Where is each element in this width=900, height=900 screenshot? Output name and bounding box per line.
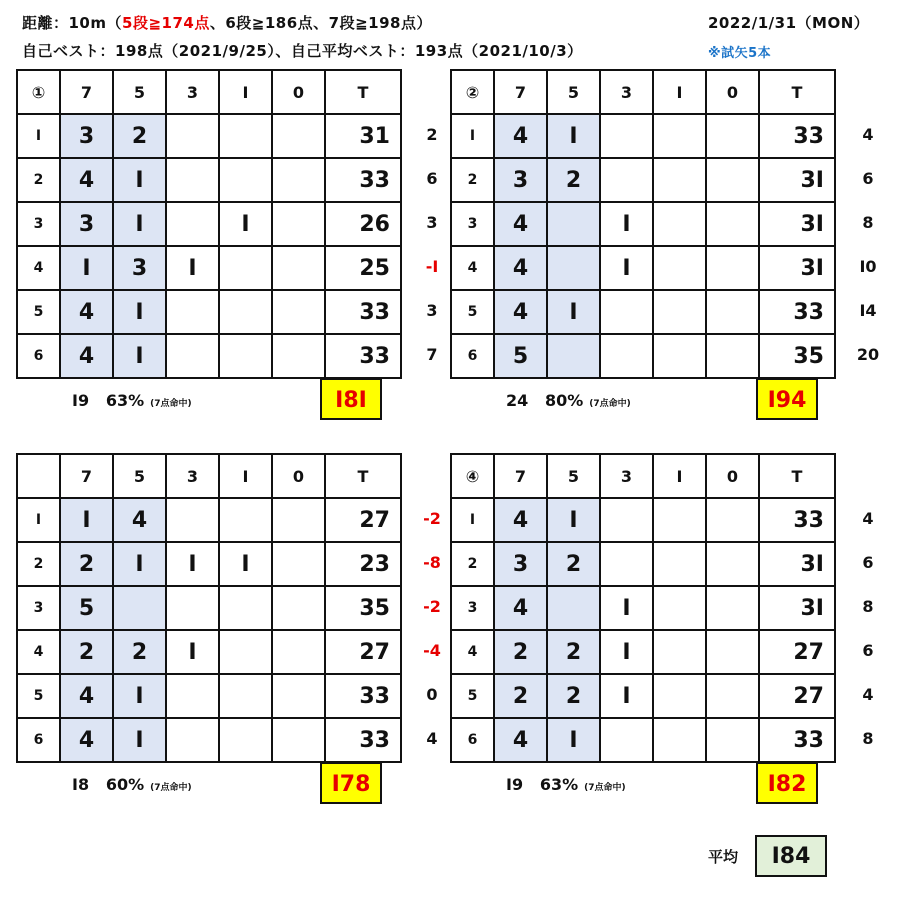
end-total: 27 (325, 498, 401, 542)
hit-count-c3 (166, 290, 219, 334)
hit-count-c7: 4 (60, 674, 113, 718)
hit-count-c3 (166, 718, 219, 762)
cumulative-diff: 6 (862, 169, 874, 188)
hit-count-c7: 3 (494, 158, 547, 202)
score-table-set-4 (450, 453, 836, 763)
hit-count-c7: 2 (60, 542, 113, 586)
set-stats (72, 775, 192, 794)
hit-count-c5: I (547, 114, 600, 158)
table-row (451, 674, 835, 718)
hit-count-c7: 2 (494, 630, 547, 674)
hit-count-c5: 2 (113, 630, 166, 674)
end-number: 3 (17, 586, 60, 630)
hit-count-c3: I (166, 246, 219, 290)
end-total: 3I (759, 202, 835, 246)
column-header-3: 3 (600, 70, 653, 114)
hit-count-c1 (653, 498, 706, 542)
hit-count-c5: I (113, 202, 166, 246)
column-header-7: 7 (494, 454, 547, 498)
end-total: 3I (759, 542, 835, 586)
column-header-total: T (759, 454, 835, 498)
end-total: 35 (325, 586, 401, 630)
hit-count-c5: I (113, 290, 166, 334)
end-total: 25 (325, 246, 401, 290)
end-number: 3 (17, 202, 60, 246)
hit-count-c3: I (600, 202, 653, 246)
hit-count-c7: 4 (60, 290, 113, 334)
hit-count-c5: 2 (547, 542, 600, 586)
hit-count-c1 (219, 586, 272, 630)
hit-count-c1 (219, 158, 272, 202)
set-label: ② (451, 70, 494, 114)
seven-point-hits: I8 (72, 775, 90, 794)
end-number: I (17, 498, 60, 542)
end-total: 31 (325, 114, 401, 158)
end-number: 3 (451, 586, 494, 630)
hit-count-c5: 2 (547, 630, 600, 674)
cumulative-diff: 3 (426, 213, 438, 232)
end-total: 33 (325, 334, 401, 378)
end-number: 2 (451, 158, 494, 202)
hit-count-c1 (219, 246, 272, 290)
hit-count-c3: I (166, 630, 219, 674)
cumulative-diff: -8 (423, 553, 441, 572)
seven-point-hits: 24 (506, 391, 529, 410)
end-number: 6 (17, 718, 60, 762)
hit-count-c0 (706, 718, 759, 762)
hit-count-c5: 2 (547, 158, 600, 202)
end-total: 33 (759, 114, 835, 158)
hit-count-c0 (272, 158, 325, 202)
table-row (17, 498, 401, 542)
hit-count-c3: I (600, 630, 653, 674)
distance-suffix: 、6段≧186点、7段≧198点） (209, 14, 432, 32)
distance-line (22, 12, 432, 33)
seven-point-rate: 60% (105, 775, 145, 794)
end-total: 23 (325, 542, 401, 586)
hit-count-c5: I (547, 290, 600, 334)
table-row (17, 542, 401, 586)
hit-count-c5: I (547, 498, 600, 542)
hit-count-c5: 4 (113, 498, 166, 542)
cumulative-diff: 2 (426, 125, 438, 144)
cumulative-diff: 4 (862, 685, 874, 704)
rate-note: (7点命中) (584, 783, 626, 793)
end-number: 6 (17, 334, 60, 378)
hit-count-c5: 3 (113, 246, 166, 290)
hit-count-c0 (272, 674, 325, 718)
column-header-0: 0 (272, 70, 325, 114)
hit-count-c1 (653, 674, 706, 718)
cumulative-diff: 8 (862, 597, 874, 616)
hit-count-c3: I (600, 674, 653, 718)
end-total: 26 (325, 202, 401, 246)
cumulative-diff: 4 (862, 509, 874, 528)
score-table-set-3 (16, 453, 402, 763)
hit-count-c5: I (113, 158, 166, 202)
hit-count-c1 (653, 586, 706, 630)
set-label: ④ (451, 454, 494, 498)
table-row (451, 202, 835, 246)
column-header-0: 0 (706, 454, 759, 498)
column-header-total: T (325, 70, 401, 114)
column-header-1: I (653, 70, 706, 114)
hit-count-c5 (547, 586, 600, 630)
hit-count-c1 (653, 158, 706, 202)
hit-count-c7: 2 (494, 674, 547, 718)
hit-count-c7: 4 (60, 718, 113, 762)
set-total-box: I82 (756, 762, 818, 804)
hit-count-c1 (653, 202, 706, 246)
end-total: 3I (759, 158, 835, 202)
hit-count-c5 (547, 334, 600, 378)
hit-count-c0 (706, 630, 759, 674)
column-header-5: 5 (113, 454, 166, 498)
hit-count-c7: I (60, 498, 113, 542)
end-total: 3I (759, 586, 835, 630)
cumulative-diff: -2 (423, 597, 441, 616)
end-number: 5 (451, 290, 494, 334)
hit-count-c7: 4 (494, 498, 547, 542)
average-label: 平均 (708, 848, 739, 866)
hit-count-c3 (600, 542, 653, 586)
hit-count-c3 (600, 718, 653, 762)
rate-note: (7点命中) (589, 399, 631, 409)
hit-count-c3: I (600, 246, 653, 290)
seven-point-hits: I9 (506, 775, 524, 794)
table-row (17, 290, 401, 334)
end-total: 3I (759, 246, 835, 290)
set-stats (506, 775, 626, 794)
hit-count-c7: 3 (60, 114, 113, 158)
end-number: 5 (451, 674, 494, 718)
score-table-set-1 (16, 69, 402, 379)
personal-best-line: 自己ベスト：198点（2021/9/25）、自己平均ベスト：193点（2021/10/3） (22, 42, 583, 60)
hit-count-c5 (547, 246, 600, 290)
column-header-1: I (653, 454, 706, 498)
set-total-box: I94 (756, 378, 818, 420)
cumulative-diff: 0 (426, 685, 438, 704)
end-total: 33 (325, 718, 401, 762)
hit-count-c7: 4 (494, 718, 547, 762)
hit-count-c1 (219, 674, 272, 718)
set-label (17, 454, 60, 498)
score-table-set-2 (450, 69, 836, 379)
hit-count-c7: I (60, 246, 113, 290)
end-number: I (451, 114, 494, 158)
cumulative-diff: 3 (426, 301, 438, 320)
cumulative-diff: 6 (862, 641, 874, 660)
hit-count-c5: I (547, 718, 600, 762)
column-header-5: 5 (113, 70, 166, 114)
hit-count-c7: 5 (494, 334, 547, 378)
hit-count-c3 (600, 334, 653, 378)
table-row (17, 202, 401, 246)
cumulative-diff: -I (425, 257, 439, 276)
hit-count-c1 (653, 630, 706, 674)
hit-count-c0 (706, 334, 759, 378)
column-header-7: 7 (60, 70, 113, 114)
set-label: ① (17, 70, 60, 114)
end-number: 5 (17, 674, 60, 718)
hit-count-c1 (653, 114, 706, 158)
end-number: I (17, 114, 60, 158)
average-score-box: I84 (755, 835, 827, 877)
hit-count-c3 (166, 158, 219, 202)
hit-count-c3 (166, 498, 219, 542)
hit-count-c1: I (219, 542, 272, 586)
hit-count-c1 (653, 334, 706, 378)
hit-count-c0 (272, 114, 325, 158)
hit-count-c1: I (219, 202, 272, 246)
hit-count-c3: I (166, 542, 219, 586)
end-total: 33 (759, 290, 835, 334)
hit-count-c0 (706, 114, 759, 158)
end-number: 3 (451, 202, 494, 246)
set-total-box: I8I (320, 378, 382, 420)
hit-count-c5: I (113, 542, 166, 586)
cumulative-diff: 8 (862, 213, 874, 232)
hit-count-c5: I (113, 334, 166, 378)
hit-count-c1 (653, 542, 706, 586)
table-row (451, 498, 835, 542)
hit-count-c5: I (113, 674, 166, 718)
seven-point-hits: I9 (72, 391, 90, 410)
hit-count-c0 (272, 542, 325, 586)
hit-count-c0 (706, 498, 759, 542)
hit-count-c7: 4 (60, 158, 113, 202)
hit-count-c5: I (113, 718, 166, 762)
hit-count-c7: 3 (60, 202, 113, 246)
hit-count-c3 (166, 674, 219, 718)
hit-count-c0 (706, 246, 759, 290)
cumulative-diff: 4 (426, 729, 438, 748)
table-row (451, 246, 835, 290)
table-row (17, 586, 401, 630)
cumulative-diff: I4 (859, 301, 877, 320)
column-header-3: 3 (166, 454, 219, 498)
end-number: 4 (451, 246, 494, 290)
hit-count-c0 (706, 290, 759, 334)
table-row (451, 586, 835, 630)
column-header-5: 5 (547, 454, 600, 498)
end-number: 2 (17, 158, 60, 202)
hit-count-c3 (166, 586, 219, 630)
hit-count-c1 (219, 334, 272, 378)
seven-point-rate: 63% (539, 775, 579, 794)
table-row (451, 158, 835, 202)
hit-count-c0 (706, 202, 759, 246)
end-number: 2 (451, 542, 494, 586)
hit-count-c5: 2 (547, 674, 600, 718)
hit-count-c1 (653, 246, 706, 290)
hit-count-c3 (166, 334, 219, 378)
table-row (451, 630, 835, 674)
hit-count-c0 (706, 542, 759, 586)
rate-note: (7点命中) (150, 783, 192, 793)
hit-count-c7: 4 (494, 246, 547, 290)
hit-count-c7: 4 (60, 334, 113, 378)
end-number: 5 (17, 290, 60, 334)
column-header-3: 3 (166, 70, 219, 114)
end-number: 2 (17, 542, 60, 586)
hit-count-c7: 4 (494, 114, 547, 158)
hit-count-c5 (547, 202, 600, 246)
hit-count-c0 (272, 246, 325, 290)
hit-count-c0 (272, 718, 325, 762)
end-number: 6 (451, 718, 494, 762)
hit-count-c7: 4 (494, 586, 547, 630)
hit-count-c0 (706, 586, 759, 630)
end-number: 4 (451, 630, 494, 674)
end-total: 33 (325, 674, 401, 718)
table-row (451, 114, 835, 158)
cumulative-diff: 6 (862, 553, 874, 572)
hit-count-c1 (219, 718, 272, 762)
table-row (451, 290, 835, 334)
set-total-box: I78 (320, 762, 382, 804)
end-total: 27 (759, 674, 835, 718)
hit-count-c7: 2 (60, 630, 113, 674)
hit-count-c0 (272, 586, 325, 630)
cumulative-diff: 8 (862, 729, 874, 748)
table-row (17, 630, 401, 674)
distance-prefix: 距離：10m（ (22, 14, 123, 32)
end-number: 6 (451, 334, 494, 378)
end-total: 27 (759, 630, 835, 674)
column-header-total: T (325, 454, 401, 498)
end-total: 27 (325, 630, 401, 674)
hit-count-c7: 5 (60, 586, 113, 630)
hit-count-c0 (706, 674, 759, 718)
cumulative-diff: 20 (856, 345, 880, 364)
rate-note: (7点命中) (150, 399, 192, 409)
hit-count-c1 (653, 290, 706, 334)
column-header-0: 0 (706, 70, 759, 114)
hit-count-c3 (600, 498, 653, 542)
set-stats (72, 391, 192, 410)
cumulative-diff: -2 (423, 509, 441, 528)
end-total: 33 (325, 158, 401, 202)
column-header-3: 3 (600, 454, 653, 498)
end-total: 33 (325, 290, 401, 334)
table-row (17, 718, 401, 762)
table-row (451, 718, 835, 762)
cumulative-diff: 7 (426, 345, 438, 364)
column-header-5: 5 (547, 70, 600, 114)
end-total: 33 (759, 718, 835, 762)
hit-count-c7: 3 (494, 542, 547, 586)
session-date: 2022/1/31（MON） (708, 14, 870, 32)
hit-count-c0 (706, 158, 759, 202)
cumulative-diff: -4 (423, 641, 441, 660)
hit-count-c0 (272, 498, 325, 542)
column-header-7: 7 (60, 454, 113, 498)
end-total: 33 (759, 498, 835, 542)
end-total: 35 (759, 334, 835, 378)
hit-count-c3 (600, 290, 653, 334)
cumulative-diff: 4 (862, 125, 874, 144)
hit-count-c1 (653, 718, 706, 762)
cumulative-diff: 6 (426, 169, 438, 188)
trial-arrows-note: ※試矢5本 (708, 46, 772, 61)
column-header-7: 7 (494, 70, 547, 114)
hit-count-c0 (272, 290, 325, 334)
hit-count-c0 (272, 202, 325, 246)
hit-count-c1 (219, 630, 272, 674)
column-header-total: T (759, 70, 835, 114)
column-header-1: I (219, 70, 272, 114)
hit-count-c1 (219, 290, 272, 334)
seven-point-rate: 63% (105, 391, 145, 410)
hit-count-c0 (272, 630, 325, 674)
table-row (17, 674, 401, 718)
end-number: 4 (17, 630, 60, 674)
end-number: 4 (17, 246, 60, 290)
hit-count-c3 (600, 114, 653, 158)
hit-count-c3: I (600, 586, 653, 630)
set-stats (506, 391, 631, 410)
hit-count-c3 (166, 114, 219, 158)
hit-count-c3 (166, 202, 219, 246)
table-row (17, 114, 401, 158)
table-row (451, 334, 835, 378)
hit-count-c5: 2 (113, 114, 166, 158)
table-row (451, 542, 835, 586)
seven-point-rate: 80% (544, 391, 584, 410)
table-row (17, 246, 401, 290)
table-row (17, 158, 401, 202)
hit-count-c1 (219, 498, 272, 542)
table-row (17, 334, 401, 378)
hit-count-c1 (219, 114, 272, 158)
hit-count-c7: 4 (494, 290, 547, 334)
distance-requirement-5dan: 5段≧174点 (122, 14, 210, 32)
hit-count-c7: 4 (494, 202, 547, 246)
hit-count-c0 (272, 334, 325, 378)
column-header-0: 0 (272, 454, 325, 498)
cumulative-diff: I0 (859, 257, 877, 276)
column-header-1: I (219, 454, 272, 498)
end-number: I (451, 498, 494, 542)
hit-count-c5 (113, 586, 166, 630)
hit-count-c3 (600, 158, 653, 202)
